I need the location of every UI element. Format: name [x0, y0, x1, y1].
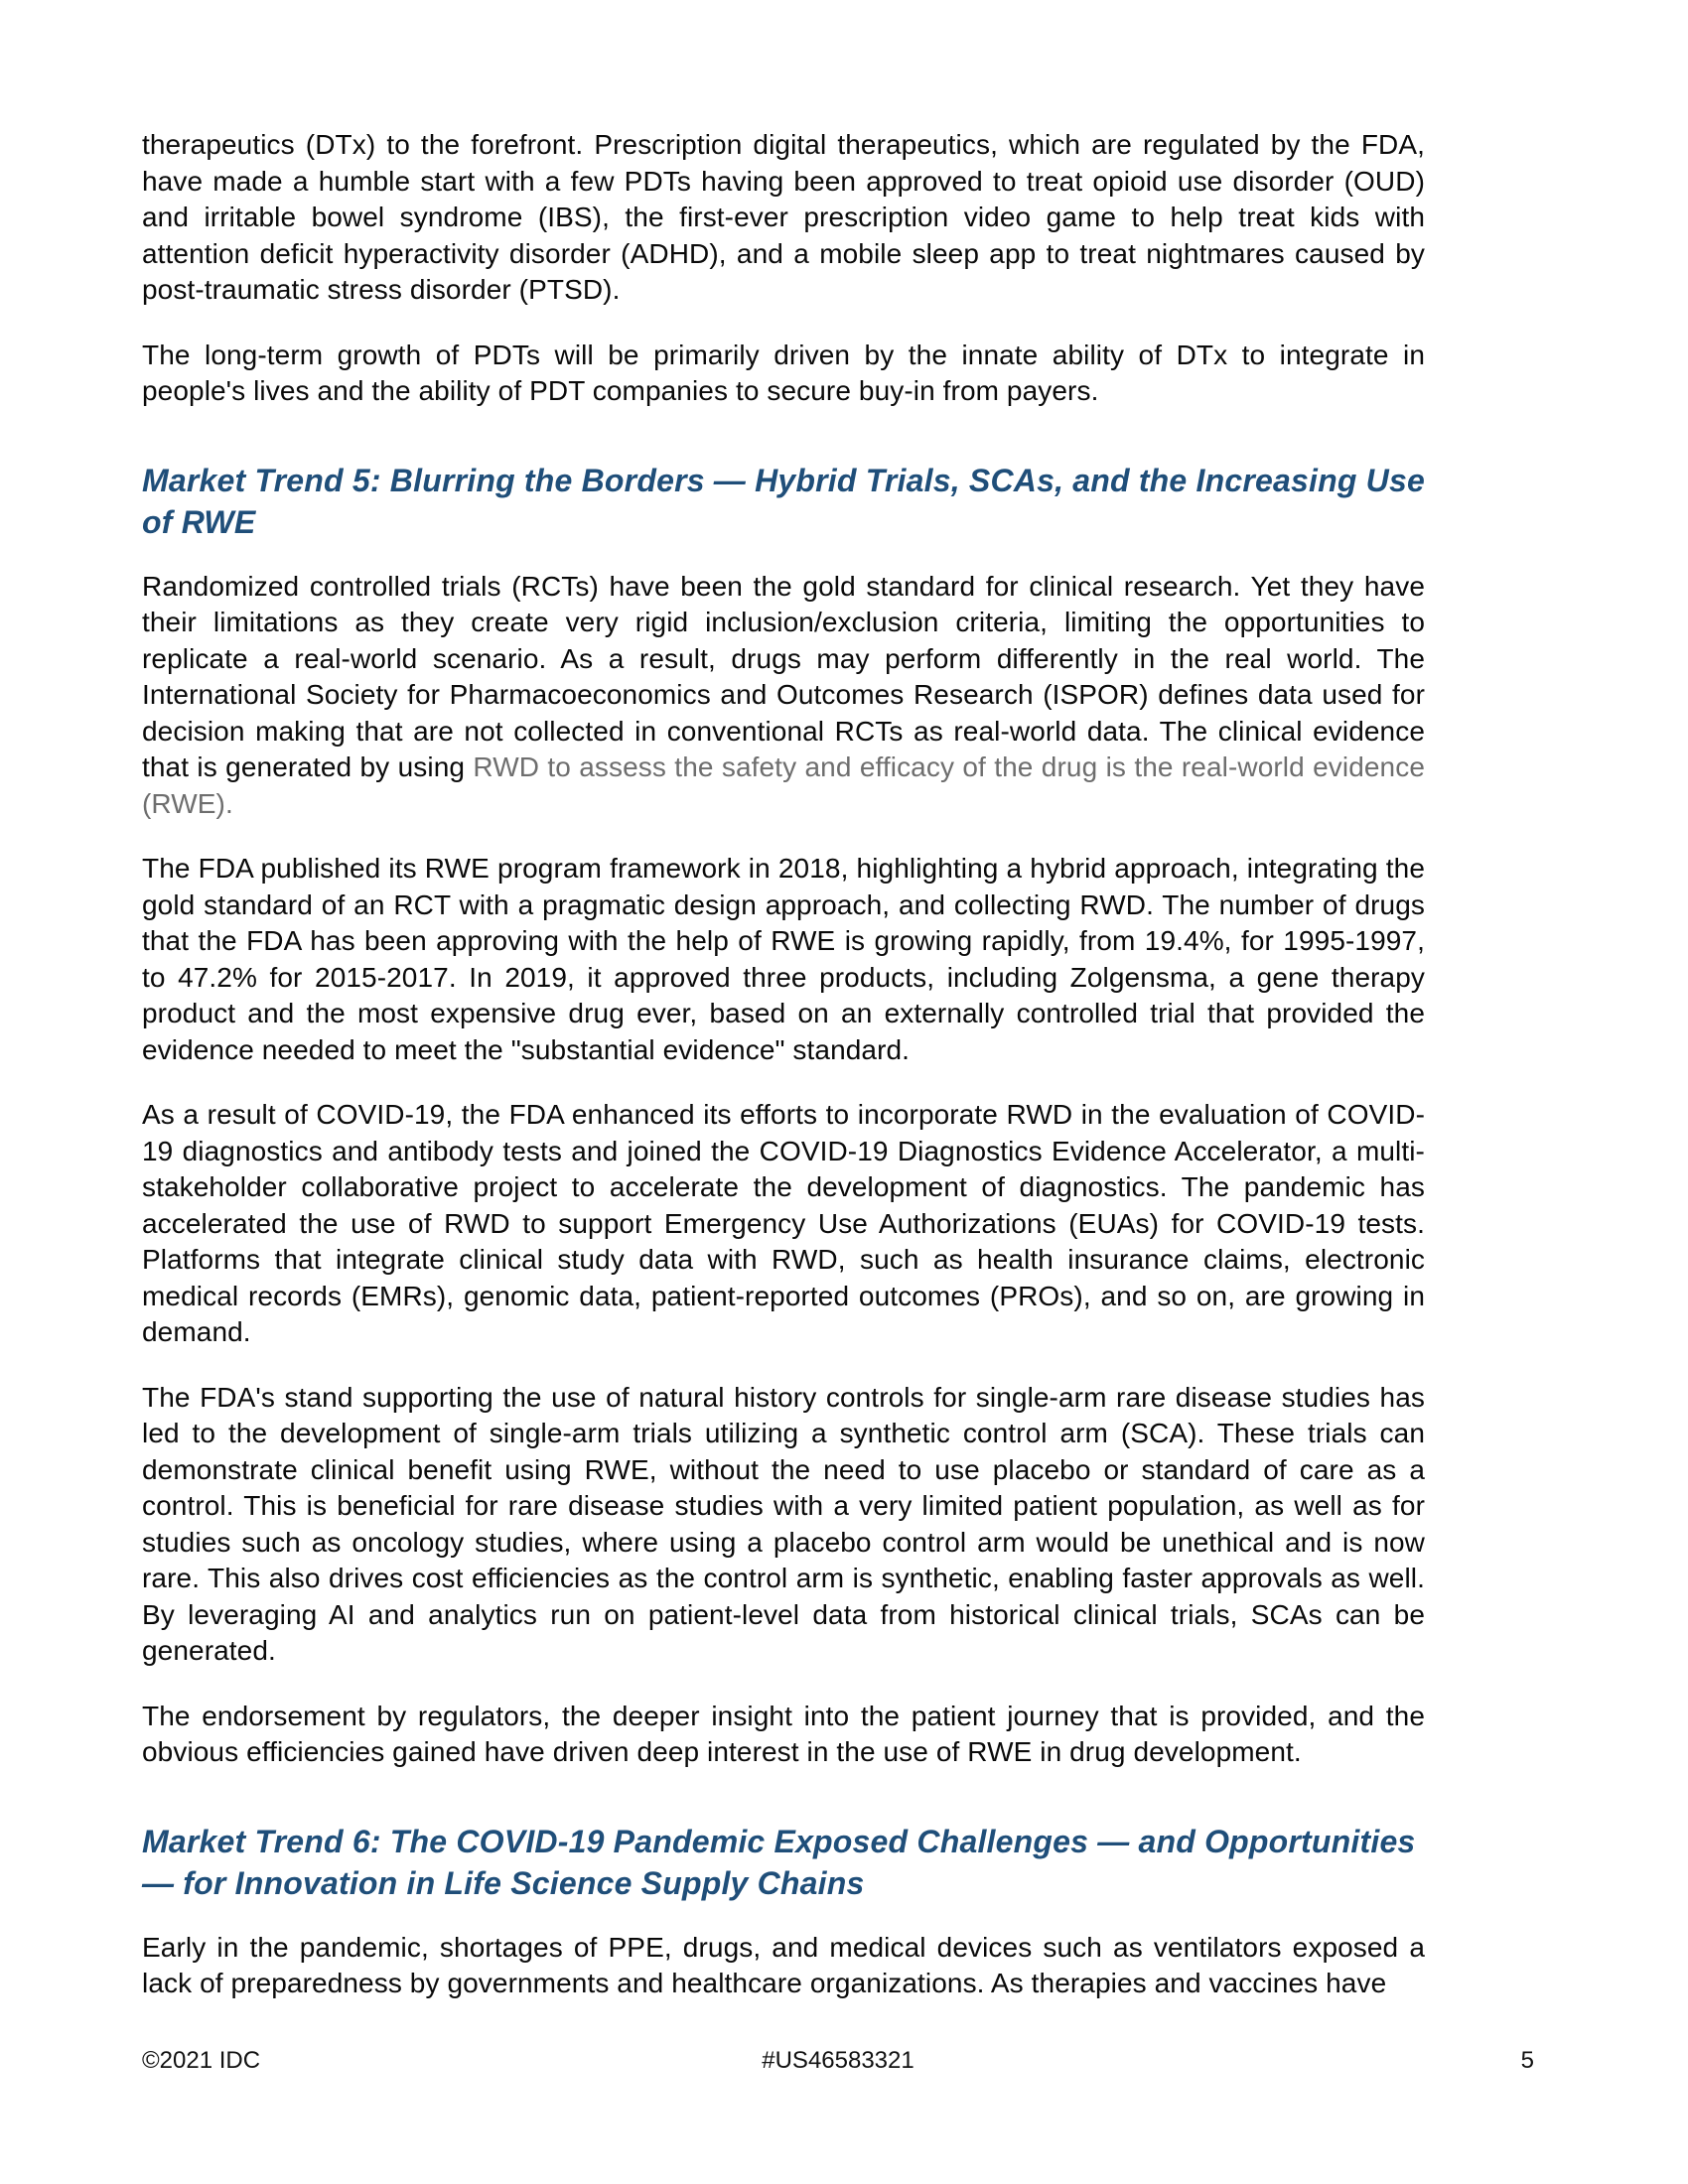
paragraph-fda-rwe-framework: The FDA published its RWE program framework in 2018, highlighting a hybrid approach, integrating the gold standard of an RCT with a pragmatic design approach, and collecting RWD. The number of drugs that the FDA has been approving with the help of RWE is growing rapidly, from 19.4%, for 1995-1997, to 47.2% for 2015-2017. In 2019, it approved three products, including Zolgensma, a gene therapy product and the most expensive drug ever, based on an externally controlled trial that provided the evidence needed to meet the "substantial evidence" standard. — [142, 853, 1425, 1065]
page-footer — [142, 2047, 1534, 2075]
footer-document-id: #US46583321 — [762, 2047, 914, 2074]
page-body — [142, 127, 1425, 2031]
paragraph-synthetic-control-arm: The FDA's stand supporting the use of natural history controls for single-arm rare disease studies has led to the development of single-arm trials utilizing a synthetic control arm (SCA). These trials can demonstrate clinical benefit using RWE, without the need to use placebo or standard of care as a control. This is beneficial for rare disease studies with a very limited patient population, as well as for studies such as oncology studies, where using a placebo control arm would be unethical and is now rare. This also drives cost efficiencies as the control arm is synthetic, enabling faster approvals as well. By leveraging AI and analytics run on patient-level data from historical clinical trials, SCAs can be generated. — [142, 1381, 1425, 1666]
footer-page-number: 5 — [1520, 2047, 1534, 2074]
paragraph-covid-rwd: As a result of COVID-19, the FDA enhanced its efforts to incorporate RWD in the evaluation of COVID-19 diagnostics and antibody tests and joined the COVID-19 Diagnostics Evidence Accelerator, a multi-stakeholder collaborative project to accelerate the development of diagnostics. The pandemic has accelerated the use of RWD to support Emergency Use Authorizations (EUAs) for COVID-19 tests. Platforms that integrate clinical study data with RWD, such as health insurance claims, electronic medical records (EMRs), genomic data, patient-reported outcomes (PROs), and so on, are growing in demand. — [142, 1099, 1425, 1347]
paragraph-rct-gray-text: RWD to assess the safety and efficacy of the drug is the real-world evidence (RWE). — [142, 751, 1425, 819]
paragraph-regulator-endorsement: The endorsement by regulators, the deeper insight into the patient journey that is provided, and the obvious efficiencies gained have driven deep interest in the use of RWE in drug development. — [142, 1700, 1425, 1767]
section-heading-market-trend-6: Market Trend 6: The COVID-19 Pandemic Exposed Challenges — and Opportunities — for Innovation in Life Science Supply Chains — [142, 1823, 1416, 1901]
paragraph-digital-therapeutics: therapeutics (DTx) to the forefront. Prescription digital therapeutics, which are regulated by the FDA, have made a humble start with a few PDTs having been approved to treat opioid use disorder (OUD) and irritable bowel syndrome (IBS), the first-ever prescription video game to help treat kids with attention deficit hyperactivity disorder (ADHD), and a mobile sleep app to treat nightmares caused by post-traumatic stress disorder (PTSD). — [142, 129, 1425, 305]
footer-copyright: ©2021 IDC — [142, 2047, 261, 2074]
paragraph-rct-main-text: Randomized controlled trials (RCTs) have been the gold standard for clinical research. Yet they have their limitations as they create very rigid inclusion/exclusion criteria, limiting the opportunities to replicate a real-world scenario. As a result, drugs may perform differently in the real world. The International Society for Pharmacoeconomics and Outcomes Research (ISPOR) defines data used for decision making that are not collected in conventional RCTs as real-world data. The clinical evidence that is generated by using — [142, 570, 1425, 782]
section-heading-market-trend-5: Market Trend 5: Blurring the Borders — Hybrid Trials, SCAs, and the Increasing Use of RWE — [142, 462, 1425, 540]
paragraph-supply-chain: Early in the pandemic, shortages of PPE, drugs, and medical devices such as ventilators exposed a lack of preparedness by governments and healthcare organizations. As therapies and vaccines have — [142, 1931, 1425, 1998]
paragraph-rct-rwd — [142, 569, 1425, 823]
paragraph-pdt-growth: The long-term growth of PDTs will be primarily driven by the innate ability of DTx to integrate in people's lives and the ability of PDT companies to secure buy-in from payers. — [142, 339, 1425, 406]
